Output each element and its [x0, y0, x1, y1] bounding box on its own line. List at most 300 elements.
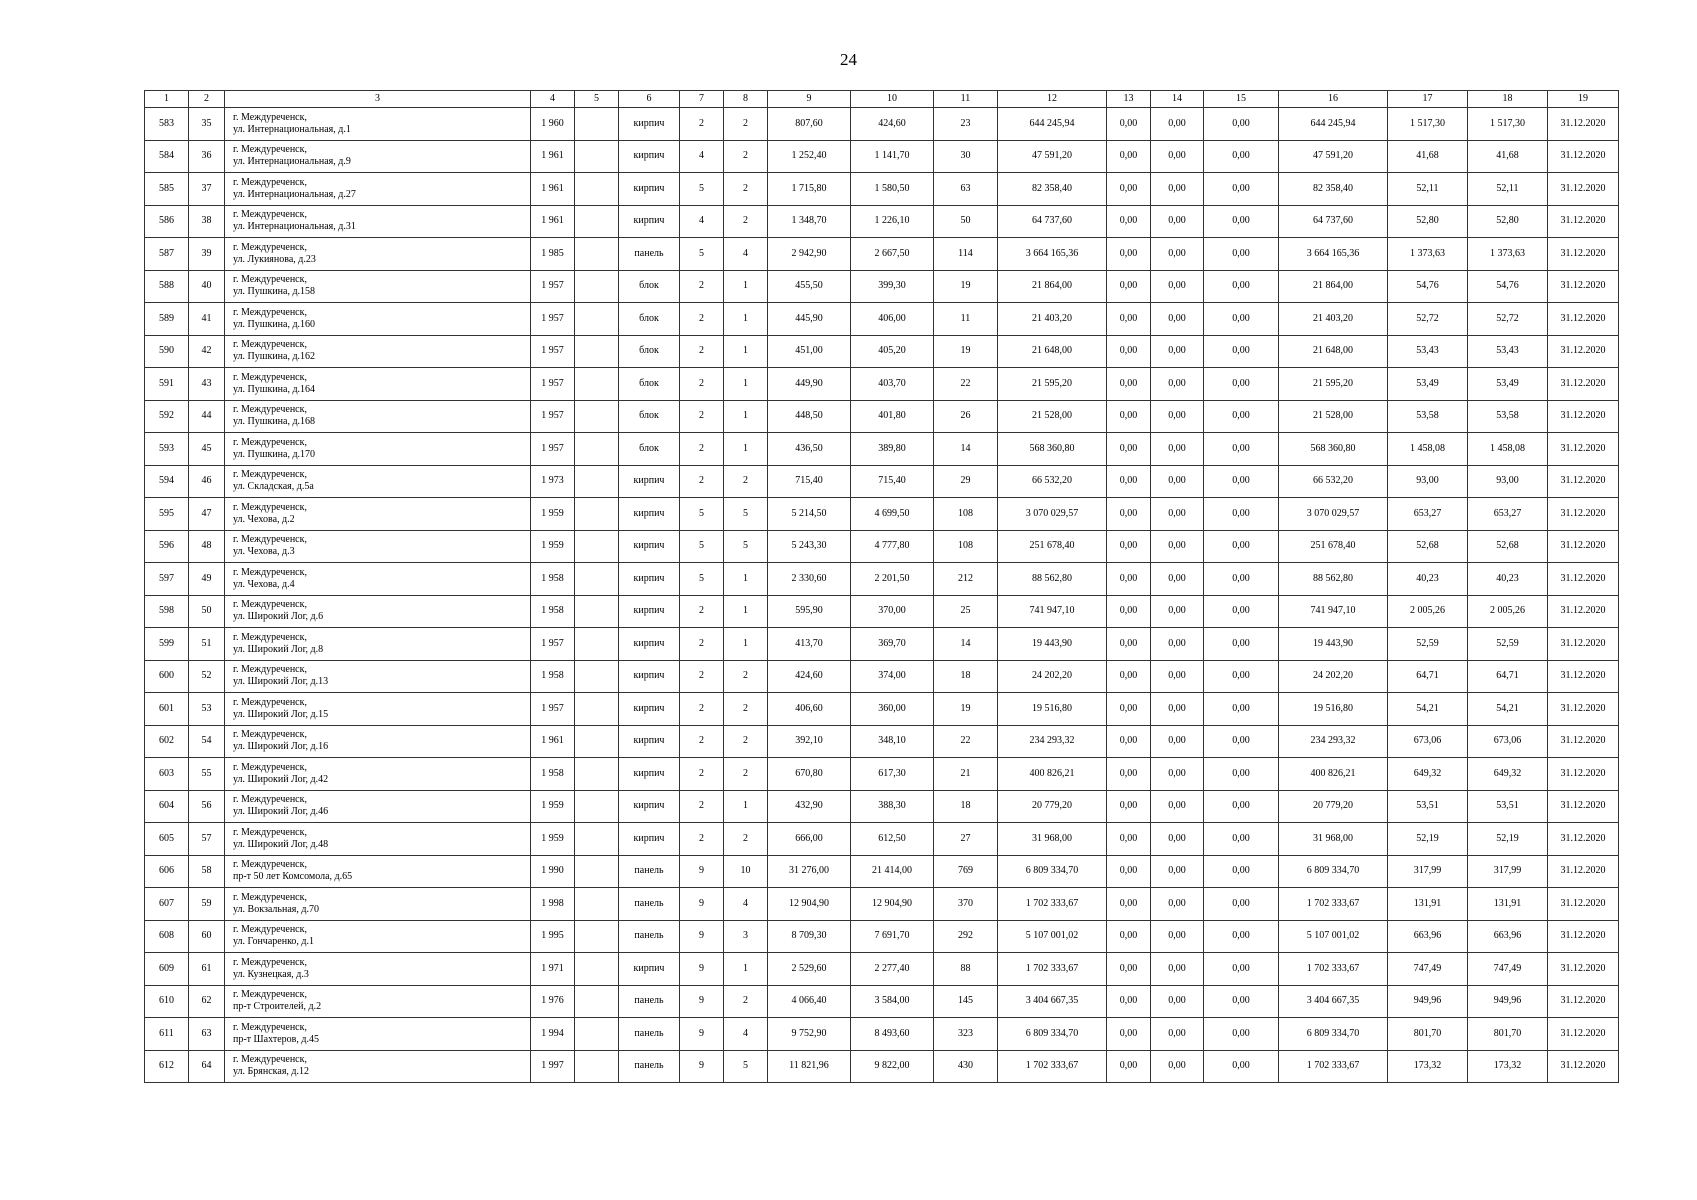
table-cell: 54 — [189, 725, 225, 758]
table-cell: 21 — [934, 758, 998, 791]
table-cell: 769 — [934, 855, 998, 888]
table-cell: 0,00 — [1107, 953, 1151, 986]
table-cell: 0,00 — [1107, 660, 1151, 693]
address-city: г. Междуреченск, — [233, 1021, 307, 1033]
table-cell: панель — [619, 855, 680, 888]
table-cell: 1 957 — [531, 693, 575, 726]
table-cell: 53,58 — [1468, 400, 1548, 433]
table-cell: 22 — [934, 725, 998, 758]
table-cell: 2 005,26 — [1388, 595, 1468, 628]
table-cell: 54,21 — [1468, 693, 1548, 726]
address-cell — [225, 140, 531, 173]
address-cell — [225, 888, 531, 921]
table-cell: 88 — [934, 953, 998, 986]
address-city: г. Междуреченск, — [233, 566, 307, 578]
table-cell: 589 — [145, 303, 189, 336]
table-cell: 1 — [724, 270, 768, 303]
address-city: г. Междуреченск, — [233, 274, 307, 286]
table-row — [145, 465, 1619, 498]
table-cell: 403,70 — [851, 368, 934, 401]
table-cell: 64 737,60 — [1279, 205, 1388, 238]
table-cell: 2 — [680, 660, 724, 693]
table-cell: 9 — [680, 855, 724, 888]
table-cell: 5 243,30 — [768, 530, 851, 563]
table-cell — [575, 238, 619, 271]
address-cell — [225, 790, 531, 823]
address-city: г. Междуреченск, — [233, 729, 307, 741]
table-cell: 406,00 — [851, 303, 934, 336]
table-cell — [575, 693, 619, 726]
table-cell: 1 580,50 — [851, 173, 934, 206]
table-cell: 949,96 — [1388, 985, 1468, 1018]
table-cell: панель — [619, 1018, 680, 1051]
table-cell: 4 — [680, 140, 724, 173]
table-cell: 21 864,00 — [998, 270, 1107, 303]
table-cell — [575, 628, 619, 661]
table-cell: 392,10 — [768, 725, 851, 758]
table-cell: 38 — [189, 205, 225, 238]
table-body — [145, 108, 1619, 1083]
address-cell — [225, 173, 531, 206]
table-cell: 9 — [680, 1050, 724, 1083]
column-header: 17 — [1388, 91, 1468, 108]
table-cell: 4 — [724, 1018, 768, 1051]
table-cell: 1 959 — [531, 498, 575, 531]
table-cell: 57 — [189, 823, 225, 856]
table-cell: 323 — [934, 1018, 998, 1051]
column-header: 13 — [1107, 91, 1151, 108]
table-cell: 2 — [724, 823, 768, 856]
table-cell: панель — [619, 238, 680, 271]
table-cell: 4 066,40 — [768, 985, 851, 1018]
table-cell: 5 214,50 — [768, 498, 851, 531]
table-cell: 53,58 — [1388, 400, 1468, 433]
table-cell: 31.12.2020 — [1548, 823, 1619, 856]
table-cell: 1 957 — [531, 335, 575, 368]
table-cell: 292 — [934, 920, 998, 953]
table-cell: 0,00 — [1107, 433, 1151, 466]
table-cell: 4 — [724, 238, 768, 271]
table-cell — [575, 725, 619, 758]
table-cell: 747,49 — [1388, 953, 1468, 986]
table-cell: 40,23 — [1468, 563, 1548, 596]
table-cell: 31.12.2020 — [1548, 530, 1619, 563]
table-cell: кирпич — [619, 498, 680, 531]
table-row — [145, 335, 1619, 368]
table-cell: 0,00 — [1151, 498, 1204, 531]
table-cell: 53,49 — [1468, 368, 1548, 401]
table-cell: 405,20 — [851, 335, 934, 368]
table-cell — [575, 920, 619, 953]
table-cell: 5 107 001,02 — [1279, 920, 1388, 953]
table-cell: 1 959 — [531, 530, 575, 563]
table-cell: 31.12.2020 — [1548, 335, 1619, 368]
table-cell: 21 403,20 — [1279, 303, 1388, 336]
table-cell: 0,00 — [1107, 335, 1151, 368]
address-street: пр-т Строителей, д.2 — [233, 1001, 322, 1013]
table-cell: 31.12.2020 — [1548, 1018, 1619, 1051]
address-city: г. Междуреченск, — [233, 859, 307, 871]
table-cell: 649,32 — [1388, 758, 1468, 791]
table-cell — [575, 335, 619, 368]
address-city: г. Междуреченск, — [233, 111, 307, 123]
table-cell: 82 358,40 — [998, 173, 1107, 206]
table-row — [145, 368, 1619, 401]
table-cell: 5 — [724, 498, 768, 531]
table-cell: 1 — [724, 628, 768, 661]
table-cell: 595 — [145, 498, 189, 531]
table-cell: 19 443,90 — [998, 628, 1107, 661]
table-row — [145, 563, 1619, 596]
table-cell: 52,11 — [1468, 173, 1548, 206]
table-cell: 2 942,90 — [768, 238, 851, 271]
address-cell — [225, 530, 531, 563]
table-cell: 31.12.2020 — [1548, 238, 1619, 271]
table-cell: 0,00 — [1204, 303, 1279, 336]
address-cell — [225, 855, 531, 888]
table-cell: 0,00 — [1151, 790, 1204, 823]
table-cell: 54,76 — [1468, 270, 1548, 303]
table-cell: кирпич — [619, 628, 680, 661]
table-cell: 19 — [934, 693, 998, 726]
table-cell: 0,00 — [1151, 595, 1204, 628]
table-cell: 21 864,00 — [1279, 270, 1388, 303]
table-cell: 1 — [724, 368, 768, 401]
table-cell: 31.12.2020 — [1548, 595, 1619, 628]
table-cell: 653,27 — [1388, 498, 1468, 531]
table-cell: 19 — [934, 270, 998, 303]
table-cell: 9 — [680, 920, 724, 953]
table-cell: 401,80 — [851, 400, 934, 433]
table-cell: 413,70 — [768, 628, 851, 661]
table-cell: 1 958 — [531, 660, 575, 693]
address-street: ул. Складская, д.5а — [233, 481, 314, 493]
table-cell: 25 — [934, 595, 998, 628]
table-cell: 0,00 — [1204, 693, 1279, 726]
column-header: 14 — [1151, 91, 1204, 108]
table-cell: 52,59 — [1388, 628, 1468, 661]
table-cell: 406,60 — [768, 693, 851, 726]
address-cell — [225, 270, 531, 303]
table-cell: 1 961 — [531, 173, 575, 206]
table-cell: 31.12.2020 — [1548, 140, 1619, 173]
table-cell: 27 — [934, 823, 998, 856]
table-row — [145, 433, 1619, 466]
address-city: г. Междуреченск, — [233, 956, 307, 968]
table-cell: 31.12.2020 — [1548, 855, 1619, 888]
column-header: 7 — [680, 91, 724, 108]
table-cell: 2 — [680, 465, 724, 498]
table-cell: 0,00 — [1204, 368, 1279, 401]
table-cell: 5 — [724, 1050, 768, 1083]
column-header: 1 — [145, 91, 189, 108]
table-cell: 49 — [189, 563, 225, 596]
table-cell: 21 648,00 — [1279, 335, 1388, 368]
table-cell — [575, 660, 619, 693]
address-city: г. Междуреченск, — [233, 404, 307, 416]
table-cell — [575, 108, 619, 141]
table-row — [145, 595, 1619, 628]
table-cell: 0,00 — [1107, 693, 1151, 726]
address-city: г. Междуреченск, — [233, 209, 307, 221]
table-cell: 2 — [680, 790, 724, 823]
address-city: г. Междуреченск, — [233, 891, 307, 903]
address-city: г. Междуреченск, — [233, 176, 307, 188]
table-cell: 1 517,30 — [1468, 108, 1548, 141]
table-cell: 612,50 — [851, 823, 934, 856]
table-cell: 606 — [145, 855, 189, 888]
table-cell: 9 — [680, 985, 724, 1018]
table-cell: 52,72 — [1468, 303, 1548, 336]
table-cell: 0,00 — [1151, 823, 1204, 856]
address-street: ул. Широкий Лог, д.48 — [233, 838, 329, 850]
column-header: 2 — [189, 91, 225, 108]
table-cell: 19 443,90 — [1279, 628, 1388, 661]
table-cell: 31.12.2020 — [1548, 498, 1619, 531]
table-cell: 0,00 — [1107, 855, 1151, 888]
table-cell: 31.12.2020 — [1548, 465, 1619, 498]
address-city: г. Междуреченск, — [233, 534, 307, 546]
address-cell — [225, 433, 531, 466]
table-cell: 0,00 — [1204, 465, 1279, 498]
table-cell: 14 — [934, 433, 998, 466]
table-row — [145, 140, 1619, 173]
table-cell: 0,00 — [1204, 270, 1279, 303]
table-cell: 5 — [724, 530, 768, 563]
table-cell: 949,96 — [1468, 985, 1548, 1018]
table-cell: 2 — [680, 595, 724, 628]
table-cell: 608 — [145, 920, 189, 953]
table-row — [145, 270, 1619, 303]
table-cell — [575, 888, 619, 921]
table-cell: 1 961 — [531, 140, 575, 173]
table-cell — [575, 368, 619, 401]
address-street: ул. Чехова, д.4 — [233, 578, 295, 590]
table-row — [145, 628, 1619, 661]
table-cell: 1 702 333,67 — [1279, 888, 1388, 921]
table-cell: 4 — [724, 888, 768, 921]
table-cell: 0,00 — [1151, 530, 1204, 563]
table-cell: 2 — [680, 400, 724, 433]
column-header: 15 — [1204, 91, 1279, 108]
table-cell: 52,80 — [1468, 205, 1548, 238]
table-cell: 2 — [680, 693, 724, 726]
table-cell: кирпич — [619, 563, 680, 596]
address-cell — [225, 1050, 531, 1083]
table-cell: 212 — [934, 563, 998, 596]
table-cell: 1 961 — [531, 205, 575, 238]
table-cell: 0,00 — [1107, 888, 1151, 921]
table-cell: 2 — [680, 270, 724, 303]
table-cell: 0,00 — [1107, 173, 1151, 206]
table-cell: 44 — [189, 400, 225, 433]
table-cell: 2 — [724, 173, 768, 206]
table-cell: 31.12.2020 — [1548, 985, 1619, 1018]
table-cell: 52,80 — [1388, 205, 1468, 238]
address-city: г. Междуреченск, — [233, 371, 307, 383]
table-cell — [575, 173, 619, 206]
table-cell: кирпич — [619, 108, 680, 141]
table-cell: 114 — [934, 238, 998, 271]
table-cell: блок — [619, 335, 680, 368]
table-cell: 360,00 — [851, 693, 934, 726]
table-cell: 592 — [145, 400, 189, 433]
table-cell: 64 737,60 — [998, 205, 1107, 238]
table-cell: 5 — [680, 563, 724, 596]
table-cell: 4 777,80 — [851, 530, 934, 563]
table-cell: 455,50 — [768, 270, 851, 303]
table-cell: 0,00 — [1151, 920, 1204, 953]
address-city: г. Междуреченск, — [233, 631, 307, 643]
address-cell — [225, 758, 531, 791]
table-cell: 0,00 — [1151, 725, 1204, 758]
table-cell: панель — [619, 985, 680, 1018]
table-cell: 41,68 — [1468, 140, 1548, 173]
table-cell: 399,30 — [851, 270, 934, 303]
table-cell — [575, 205, 619, 238]
table-cell: 45 — [189, 433, 225, 466]
table-cell: 807,60 — [768, 108, 851, 141]
table-cell: 1 976 — [531, 985, 575, 1018]
table-cell: 2 — [680, 628, 724, 661]
table-cell: 424,60 — [851, 108, 934, 141]
table-row — [145, 985, 1619, 1018]
table-cell: 19 516,80 — [1279, 693, 1388, 726]
table-cell: 31.12.2020 — [1548, 660, 1619, 693]
table-cell: 6 809 334,70 — [1279, 1018, 1388, 1051]
address-cell — [225, 628, 531, 661]
table-cell: 0,00 — [1151, 270, 1204, 303]
table-cell: 18 — [934, 660, 998, 693]
table-cell: 82 358,40 — [1279, 173, 1388, 206]
table-cell: 603 — [145, 758, 189, 791]
table-cell: 0,00 — [1107, 985, 1151, 1018]
table-cell: 605 — [145, 823, 189, 856]
table-cell: 1 458,08 — [1468, 433, 1548, 466]
table-cell: 11 821,96 — [768, 1050, 851, 1083]
table-cell: 0,00 — [1151, 368, 1204, 401]
table-cell: 31.12.2020 — [1548, 205, 1619, 238]
table-cell: 590 — [145, 335, 189, 368]
table-row — [145, 693, 1619, 726]
address-street: ул. Широкий Лог, д.16 — [233, 741, 329, 753]
table-cell: 400 826,21 — [1279, 758, 1388, 791]
table-cell: 598 — [145, 595, 189, 628]
table-cell: 1 141,70 — [851, 140, 934, 173]
table-cell: 0,00 — [1107, 595, 1151, 628]
table-cell: 0,00 — [1107, 1018, 1151, 1051]
table-cell: 3 070 029,57 — [998, 498, 1107, 531]
address-street: ул. Интернациональная, д.1 — [233, 123, 351, 135]
table-cell: 1 959 — [531, 790, 575, 823]
table-cell: 31 968,00 — [1279, 823, 1388, 856]
table-cell: 585 — [145, 173, 189, 206]
table-cell: 0,00 — [1204, 498, 1279, 531]
table-cell: 388,30 — [851, 790, 934, 823]
address-city: г. Междуреченск, — [233, 339, 307, 351]
table-cell: 1 715,80 — [768, 173, 851, 206]
table-cell: 0,00 — [1151, 855, 1204, 888]
table-row — [145, 400, 1619, 433]
table-cell — [575, 1050, 619, 1083]
table-cell: 12 904,90 — [768, 888, 851, 921]
address-street: ул. Лукиянова, д.23 — [233, 253, 316, 265]
table-cell: кирпич — [619, 465, 680, 498]
table-cell — [575, 1018, 619, 1051]
table-cell: 1 998 — [531, 888, 575, 921]
address-cell — [225, 303, 531, 336]
table-cell: 31.12.2020 — [1548, 693, 1619, 726]
table-cell: 436,50 — [768, 433, 851, 466]
table-cell: 0,00 — [1204, 888, 1279, 921]
table-cell: 0,00 — [1151, 628, 1204, 661]
table-cell: 1 702 333,67 — [1279, 1050, 1388, 1083]
table-cell: 430 — [934, 1050, 998, 1083]
table-cell: 1 997 — [531, 1050, 575, 1083]
table-cell: 4 699,50 — [851, 498, 934, 531]
table-cell: 2 — [680, 303, 724, 336]
table-cell: 644 245,94 — [998, 108, 1107, 141]
page-number: 24 — [840, 50, 857, 69]
table-cell: 52,19 — [1468, 823, 1548, 856]
address-city: г. Междуреченск, — [233, 241, 307, 253]
table-cell: 0,00 — [1151, 205, 1204, 238]
table-cell: 649,32 — [1468, 758, 1548, 791]
table-cell: 1 957 — [531, 303, 575, 336]
table-cell: 53,43 — [1388, 335, 1468, 368]
address-cell — [225, 823, 531, 856]
address-city: г. Междуреченск, — [233, 794, 307, 806]
table-cell: 1 — [724, 433, 768, 466]
table-cell: 0,00 — [1204, 985, 1279, 1018]
table-cell: 0,00 — [1204, 400, 1279, 433]
table-cell: 0,00 — [1151, 303, 1204, 336]
address-city: г. Междуреченск, — [233, 306, 307, 318]
table-row — [145, 1018, 1619, 1051]
table-cell: 2 — [724, 693, 768, 726]
table-cell: 1 458,08 — [1388, 433, 1468, 466]
table-cell: 53,43 — [1468, 335, 1548, 368]
table-cell: 584 — [145, 140, 189, 173]
table-cell: 14 — [934, 628, 998, 661]
table-cell: 63 — [189, 1018, 225, 1051]
table-cell: 1 973 — [531, 465, 575, 498]
table-cell: кирпич — [619, 205, 680, 238]
table-cell: панель — [619, 920, 680, 953]
table-cell: 234 293,32 — [1279, 725, 1388, 758]
table-cell: 602 — [145, 725, 189, 758]
table-cell: 88 562,80 — [1279, 563, 1388, 596]
table-cell: 0,00 — [1107, 205, 1151, 238]
table-cell: 43 — [189, 368, 225, 401]
table-cell: кирпич — [619, 725, 680, 758]
table-cell: 2 667,50 — [851, 238, 934, 271]
table-cell: 19 — [934, 335, 998, 368]
table-cell: 2 — [680, 335, 724, 368]
table-cell: 595,90 — [768, 595, 851, 628]
table-cell: 0,00 — [1204, 335, 1279, 368]
address-street: ул. Пушкина, д.158 — [233, 286, 316, 298]
address-cell — [225, 693, 531, 726]
table-cell: 0,00 — [1107, 368, 1151, 401]
table-cell: 0,00 — [1107, 400, 1151, 433]
table-cell: 1 — [724, 563, 768, 596]
table-cell: 0,00 — [1204, 563, 1279, 596]
table-cell: 0,00 — [1204, 1018, 1279, 1051]
table-cell: 741 947,10 — [1279, 595, 1388, 628]
table-cell: 2 — [680, 433, 724, 466]
table-cell: 0,00 — [1204, 173, 1279, 206]
